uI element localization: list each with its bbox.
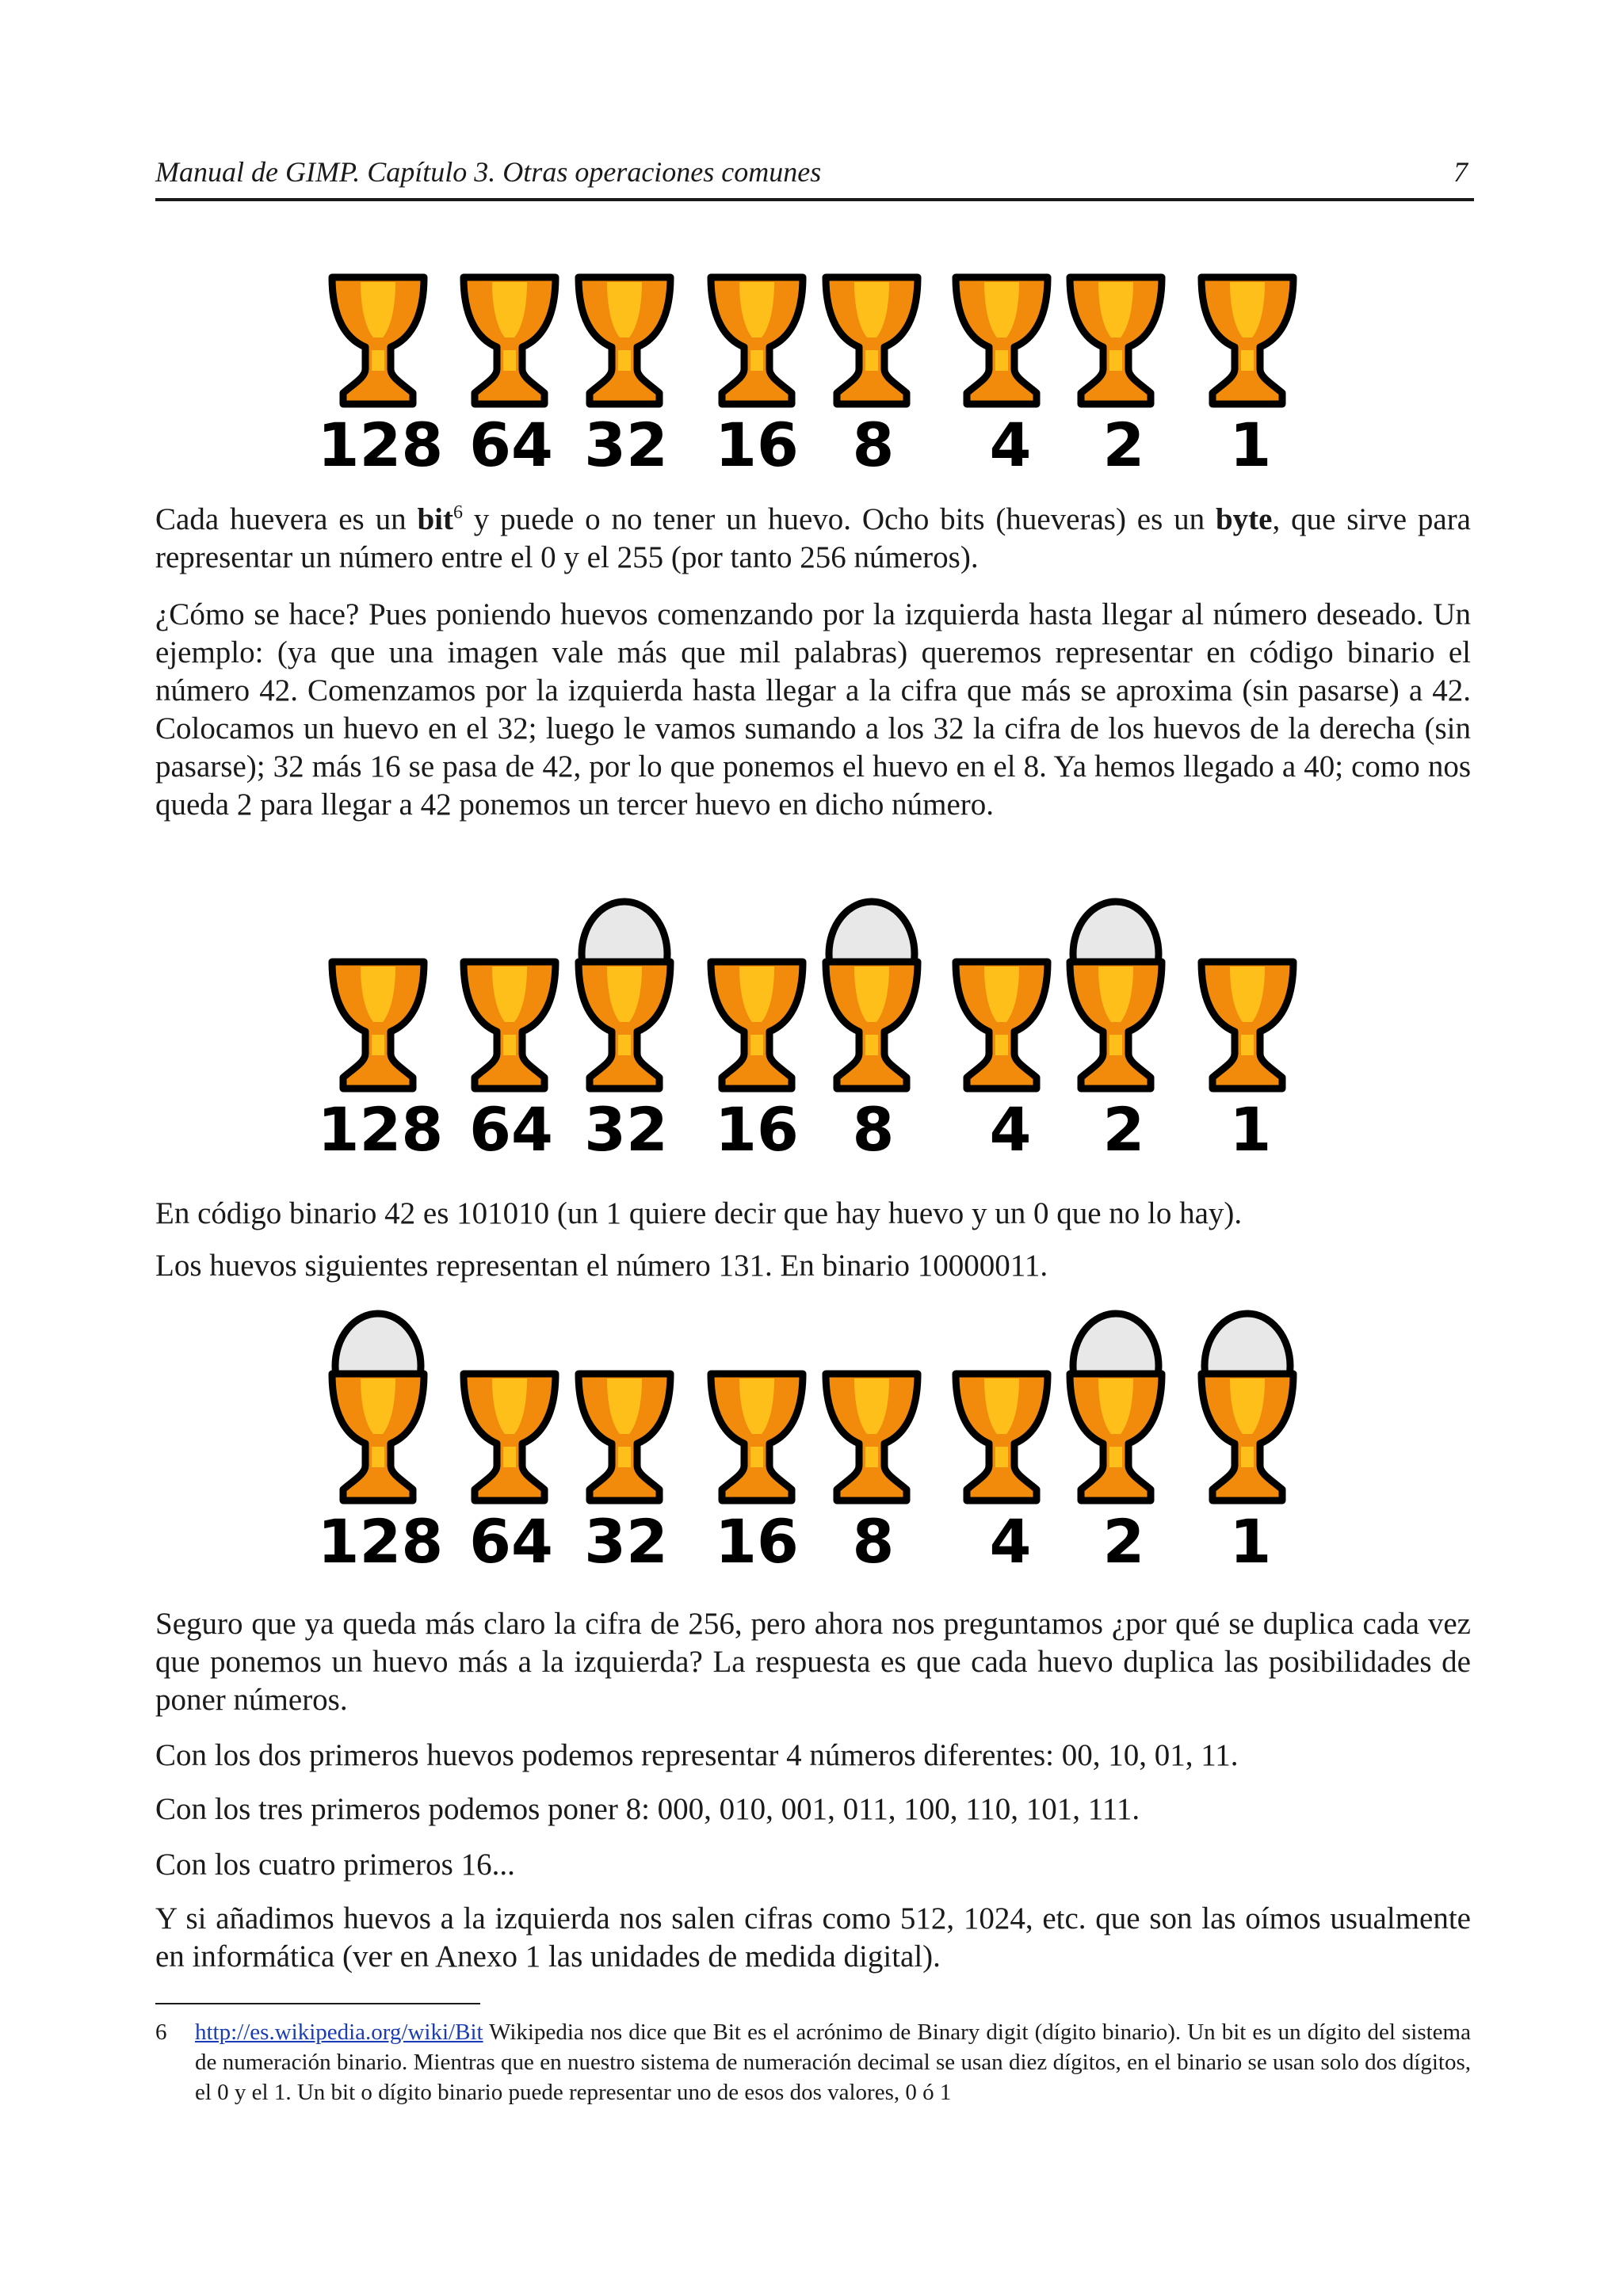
egg-cup	[464, 962, 556, 1089]
bit-value-label: 32	[584, 410, 668, 480]
paragraph-why-double: Seguro que ya queda más claro la cifra de 256, pero ahora nos preguntamos ¿por qué se duplica cada vez que ponemos un huevo más a la izquierda? La respuesta es que cada huevo duplica las posibilidades de poner números.	[155, 1607, 1471, 1717]
egg-cup	[1201, 277, 1293, 404]
bit-value-label: 64	[469, 1506, 553, 1577]
egg-cup	[1070, 902, 1162, 1089]
egg-cup	[464, 277, 556, 404]
bit-value-label: 2	[1102, 1506, 1145, 1577]
paragraph-two-eggs: Con los dos primeros huevos podemos representar 4 números diferentes: 00, 10, 01, 11.	[155, 1738, 1239, 1772]
egg-cup	[711, 962, 803, 1089]
cup-stem-highlight	[1241, 1447, 1254, 1467]
egg-cup	[711, 1374, 803, 1501]
bit-value-label: 16	[715, 410, 799, 480]
egg-cups-illustration	[0, 261, 1623, 499]
paragraph-three-eggs: Con los tres primeros podemos poner 8: 000, 010, 001, 011, 100, 110, 101, 111.	[155, 1792, 1140, 1826]
egg-cup	[579, 902, 670, 1089]
egg-cup	[956, 962, 1048, 1089]
footnote-text: Wikipedia nos dice que Bit es el acrónimo de Binary digit (dígito binario). Un bit es un dígito del sistema de numeración binario. Mientras que en nuestro sistema de numeración decimal se usan diez dígitos, en el binario se usan solo dos dígitos, el 0 y el 1. Un bit o dígito binario puede representar uno de esos dos valores, 0 ó 1	[195, 2019, 1471, 2105]
egg-cup	[956, 1374, 1048, 1501]
egg-cup	[1201, 962, 1293, 1089]
egg-cup	[826, 902, 918, 1089]
term-byte: byte	[1215, 502, 1273, 536]
cup-stem-highlight	[618, 1447, 631, 1467]
footnote-link[interactable]: http://es.wikipedia.org/wiki/Bit	[195, 2019, 483, 2045]
cup-stem-highlight	[372, 350, 384, 371]
paragraph-how-to: ¿Cómo se hace? Pues poniendo huevos comenzando por la izquierda hasta llegar al número deseado. Un ejemplo: (ya que una imagen vale más que mil palabras) queremos representar en código binario el número 42. Comenzamos por la izquierda hasta llegar a la cifra que más se aproxima (sin pasarse) a 42. Colocamos un huevo en el 32; luego le vamos sumando a los 32 la cifra de los huevos de la derecha (sin pasarse); 32 más 16 se pasa de 42, por lo que ponemos el huevo en el 8. Ya hemos llegado a 40; como nos queda 2 para llegar a 42 ponemos un tercer huevo en dicho número.	[155, 597, 1471, 822]
cup-stem-highlight	[865, 1447, 878, 1467]
bit-value-label: 128	[317, 1506, 444, 1577]
cup-stem-highlight	[503, 1035, 516, 1055]
bit-value-label: 32	[584, 1094, 668, 1165]
cup-stem-highlight	[1241, 350, 1254, 371]
egg-cup	[579, 277, 670, 404]
text-run: y puede o no tener un huevo. Ocho bits (hueveras) es un	[462, 502, 1216, 536]
bit-value-label: 4	[989, 1506, 1032, 1577]
cup-stem-highlight	[503, 1447, 516, 1467]
cup-stem-highlight	[372, 1035, 384, 1055]
egg-cup	[464, 1374, 556, 1501]
cup-stem-highlight	[995, 1035, 1008, 1055]
cup-stem-highlight	[750, 1447, 763, 1467]
bit-value-label: 4	[989, 410, 1032, 480]
bit-value-label: 4	[989, 1094, 1032, 1165]
egg-cup	[332, 277, 424, 404]
egg-cups-illustration	[0, 1307, 1623, 1585]
paragraph-number-131: Los huevos siguientes representan el número 131. En binario 10000011.	[155, 1249, 1048, 1283]
paragraph-binary-42: En código binario 42 es 101010 (un 1 quiere decir que hay huevo y un 0 que no lo hay).	[155, 1196, 1243, 1230]
egg-cups-figure-empty	[0, 261, 1623, 499]
egg-cup	[332, 962, 424, 1089]
bit-value-label: 8	[852, 1506, 895, 1577]
egg-cup	[956, 277, 1048, 404]
cup-stem-highlight	[618, 1035, 631, 1055]
egg-cups-illustration	[0, 895, 1623, 1173]
egg-cup	[711, 277, 803, 404]
bit-value-label: 1	[1229, 410, 1272, 480]
footnote	[155, 2017, 1471, 2107]
bit-value-label: 128	[317, 1094, 444, 1165]
cup-stem-highlight	[1241, 1035, 1254, 1055]
bit-value-label: 16	[715, 1506, 799, 1577]
header-rule	[155, 198, 1474, 201]
bit-value-label: 2	[1102, 1094, 1145, 1165]
text-run: , que sirve para representar un número entre el 0 y el 255 (por tanto 256 números).	[155, 502, 1471, 574]
egg-cup	[1070, 277, 1162, 404]
cup-stem-highlight	[372, 1447, 384, 1467]
footnote-body	[195, 2017, 1471, 2107]
cup-stem-highlight	[995, 1447, 1008, 1467]
cup-stem-highlight	[865, 350, 878, 371]
bit-value-label: 1	[1229, 1506, 1272, 1577]
bit-value-label: 8	[852, 410, 895, 480]
paragraph-more-eggs: Y si añadimos huevos a la izquierda nos salen cifras como 512, 1024, etc. que son las oímos usualmente en informática (ver en Anexo 1 las unidades de medida digital).	[155, 1901, 1471, 1974]
page-header	[155, 155, 1474, 200]
bit-value-label: 16	[715, 1094, 799, 1165]
bit-value-label: 128	[317, 410, 444, 480]
egg-cups-figure-131	[0, 1307, 1623, 1585]
cup-stem-highlight	[750, 1035, 763, 1055]
bit-value-label: 8	[852, 1094, 895, 1165]
egg-cup	[332, 1314, 424, 1501]
egg-cup	[1201, 1314, 1293, 1501]
paragraph-bit-byte	[155, 501, 1471, 577]
cup-stem-highlight	[995, 350, 1008, 371]
egg-cups-figure-42	[0, 895, 1623, 1173]
cup-stem-highlight	[618, 350, 631, 371]
cup-stem-highlight	[503, 350, 516, 371]
running-title: Manual de GIMP. Capítulo 3. Otras operaciones comunes	[155, 156, 822, 188]
cup-stem-highlight	[865, 1035, 878, 1055]
footnote-rule	[155, 2003, 480, 2004]
term-bit: bit	[417, 502, 453, 536]
egg-cup	[826, 277, 918, 404]
bit-value-label: 32	[584, 1506, 668, 1577]
bit-value-label: 64	[469, 410, 553, 480]
bit-value-label: 2	[1102, 410, 1145, 480]
cup-stem-highlight	[1109, 350, 1122, 371]
cup-stem-highlight	[1109, 1447, 1122, 1467]
cup-stem-highlight	[1109, 1035, 1122, 1055]
text-run: Cada huevera es un	[155, 502, 418, 536]
bit-value-label: 64	[469, 1094, 553, 1165]
footnote-number: 6	[155, 2019, 167, 2045]
paragraph-four-eggs: Con los cuatro primeros 16...	[155, 1848, 515, 1882]
bit-value-label: 1	[1229, 1094, 1272, 1165]
footnote-ref: 6	[453, 502, 463, 523]
page-number: 7	[1453, 156, 1468, 188]
egg-cup	[579, 1374, 670, 1501]
egg-cup	[826, 1374, 918, 1501]
egg-cup	[1070, 1314, 1162, 1501]
cup-stem-highlight	[750, 350, 763, 371]
